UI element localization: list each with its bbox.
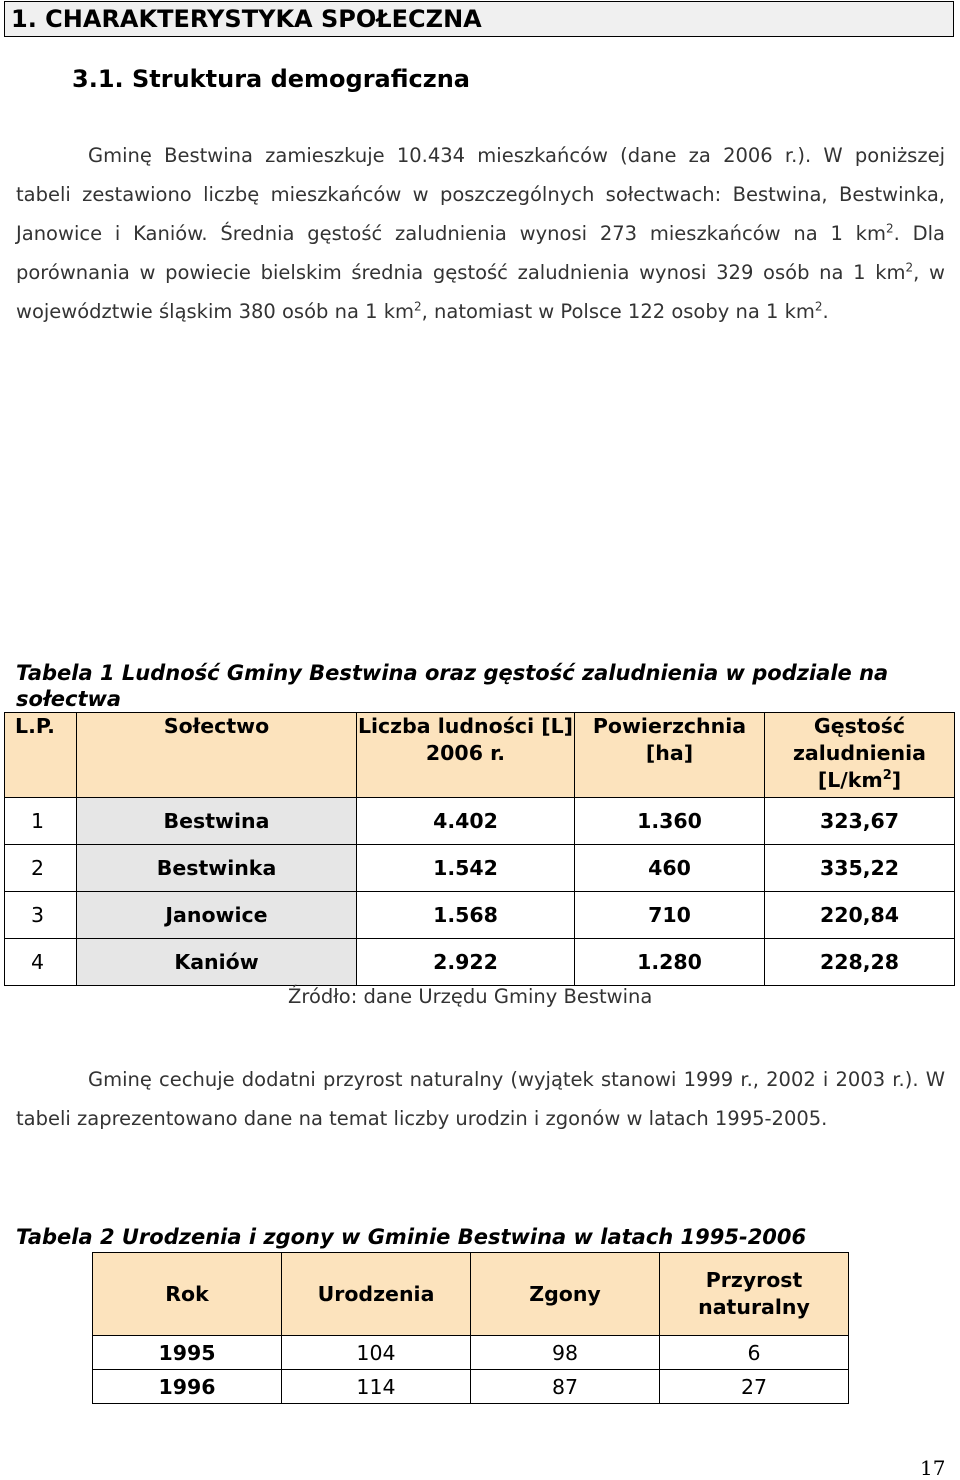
cell-population: 1.568: [357, 892, 575, 939]
cell-density: 228,28: [765, 939, 955, 986]
table-row: [5, 798, 955, 845]
cell-population: 2.922: [357, 939, 575, 986]
table-header-row: [93, 1253, 849, 1336]
header-lp: L.P.: [5, 713, 77, 798]
cell-name: Kaniów: [77, 939, 357, 986]
header-year: Rok: [93, 1253, 282, 1336]
cell-name: Bestwinka: [77, 845, 357, 892]
table-row: [93, 1370, 849, 1404]
cell-name: Janowice: [77, 892, 357, 939]
cell-deaths: 98: [471, 1336, 660, 1370]
section-heading: 3.1. Struktura demograficzna: [72, 65, 471, 93]
para1-text-2: . Dla porównania w powiecie bielskim średnia gęstość zaludnienia wynosi 329 osób na 1 km: [16, 222, 945, 284]
cell-area: 1.280: [575, 939, 765, 986]
superscript: 2: [814, 299, 823, 314]
population-table: [4, 712, 955, 986]
header-deaths: Zgony: [471, 1253, 660, 1336]
table-row: [5, 939, 955, 986]
cell-growth: 27: [660, 1370, 849, 1404]
header-population: Liczba ludności [L] 2006 r.: [357, 713, 575, 798]
cell-area: 710: [575, 892, 765, 939]
header-name: Sołectwo: [77, 713, 357, 798]
cell-name: Bestwina: [77, 798, 357, 845]
births-deaths-table: [92, 1252, 849, 1404]
cell-lp: 2: [5, 845, 77, 892]
cell-deaths: 87: [471, 1370, 660, 1404]
para1-text-3: , w województwie śląskim 380 osób na 1 km: [16, 261, 945, 323]
intro-paragraph: [16, 136, 945, 331]
growth-paragraph: Gminę cechuje dodatni przyrost naturalny (wyjątek stanowi 1999 r., 2002 i 2003 r.). W tabeli zaprezentowano dane na temat liczby urodzin i zgonów w latach 1995-2005.: [16, 1068, 945, 1130]
header-density: [765, 713, 955, 798]
table-row: [93, 1336, 849, 1370]
cell-year: 1996: [93, 1370, 282, 1404]
para1-text-5: .: [822, 300, 829, 323]
cell-lp: 4: [5, 939, 77, 986]
header-area: Powierzchnia [ha]: [575, 713, 765, 798]
table1-source: Źródło: dane Urzędu Gminy Bestwina: [288, 985, 653, 1008]
header-births: Urodzenia: [282, 1253, 471, 1336]
table-header-row: [5, 713, 955, 798]
header-density-text: Gęstość zaludnienia [L/km: [792, 714, 927, 792]
superscript: 2: [905, 260, 914, 275]
table-row: [5, 892, 955, 939]
superscript: 2: [414, 299, 422, 314]
para1-text-1: Gminę Bestwina zamieszkuje 10.434 mieszkańców (dane za 2006 r.). W poniższej tabeli zestawiono liczbę mieszkańców w poszczególnych sołectwach: Bestwina, Bestwinka, Janowice i Kaniów. Średnia gęstość zaludnienia wynosi 273 mieszkańców na 1 km: [16, 144, 945, 245]
cell-births: 104: [282, 1336, 471, 1370]
chapter-heading: 1. CHARAKTERYSTYKA SPOŁECZNA: [4, 1, 954, 37]
cell-population: 1.542: [357, 845, 575, 892]
cell-population: 4.402: [357, 798, 575, 845]
header-growth: Przyrost naturalny: [660, 1253, 849, 1336]
cell-area: 460: [575, 845, 765, 892]
cell-births: 114: [282, 1370, 471, 1404]
table2-caption: Tabela 2 Urodzenia i zgony w Gminie Bestwina w latach 1995-2006: [16, 1225, 807, 1249]
cell-lp: 3: [5, 892, 77, 939]
cell-area: 1.360: [575, 798, 765, 845]
cell-density: 220,84: [765, 892, 955, 939]
para1-text-4: , natomiast w Polsce 122 osoby na 1 km: [421, 300, 815, 323]
cell-density: 335,22: [765, 845, 955, 892]
table1-caption: Tabela 1 Ludność Gminy Bestwina oraz gęstość zaludnienia w podziale na sołectwa: [16, 661, 889, 711]
table-row: [5, 845, 955, 892]
cell-density: 323,67: [765, 798, 955, 845]
header-density-close: ]: [891, 768, 902, 792]
cell-lp: 1: [5, 798, 77, 845]
page-number: 17: [920, 1456, 946, 1480]
cell-growth: 6: [660, 1336, 849, 1370]
superscript: 2: [882, 768, 892, 784]
superscript: 2: [885, 221, 894, 236]
cell-year: 1995: [93, 1336, 282, 1370]
